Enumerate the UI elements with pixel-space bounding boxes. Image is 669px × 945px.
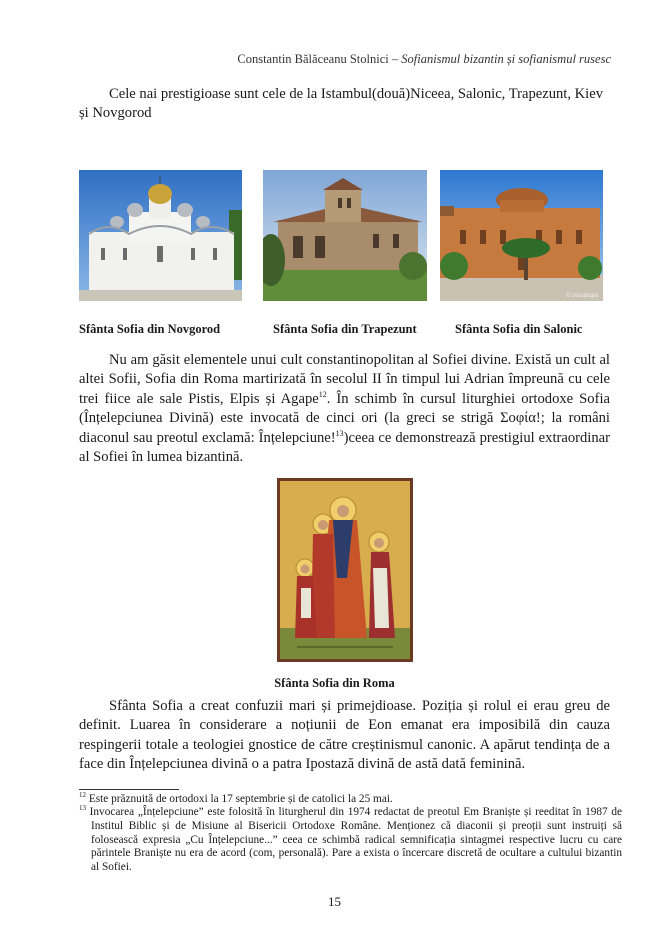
paragraph-sofia-cult-part-a: Nu am găsit elementele unui cult constantinopolitan al Sofiei divine. Există un cult al altei Sofii, Sofia din Roma martirizată în secolul II în timpul lui Adrian împreună cu cele trei fiice ale sale Pistis, Elpis și Agape	[79, 352, 610, 407]
footnote-13-number: 13	[79, 804, 86, 813]
paragraph-sofia-cult-part-c: )ceea ce demonstrează prestigiul extraordinar al Sofiei în lumea bizantină.	[79, 429, 610, 466]
paragraph-sofia-cult-part-b: . În schimb în cursul liturghiei ortodoxe Sofia (Înțelepciunea Divină) este invocată de cinci ori (la greci se strigă Σοφία!; la români diaconul sau preotul exclamă: Înțelepciune!	[79, 390, 610, 446]
page-number: 15	[328, 894, 341, 909]
footnote-ref-13: 13	[335, 428, 344, 438]
footnote-13-text: Invocarea „Înțelepciune” este folosită în liturgherul din 1974 redactat de preotul Em Braniște și reeditat în 1987 de Institul Biblic și de Misiune al Bisericii Ortodoxe Române. Menționez că diaconii și preoții sunt instruiți să folosească expresia „Cu Înțelepciune...” ceea ce schimbă radical semnificația sintagmei respective lucru cu care părintele Braniște nu era de acord (com, personală). Pare a exista o încercare discretă de ocultare a cultului bizantin al Sofiei.	[86, 806, 622, 874]
footnote-13	[79, 806, 622, 875]
photo-trapezunt	[263, 170, 427, 301]
running-header	[237, 52, 611, 67]
header-title: Sofianismul bizantin și sofianismul rusesc	[401, 52, 611, 66]
photo-salonic	[440, 170, 603, 301]
intro-paragraph: Cele nai prestigioase sunt cele de la Istambul(două)Niceea, Salonic, Trapezunt, Kiev și Novgorod	[79, 86, 604, 122]
paragraph-confusion: Sfânta Sofia a creat confuzii mari și primejdioase. Poziția și rolul ei erau greu de definit. Luarea în considerare a noțiunii de Eon emanat era imposibilă din cauza respingerii totale a teologiei gnostice de către creștinismul canonic. A apărut tendința de a face din Înțelepciunea divină o a patra Ipostază divină de astă dată feminină.	[79, 698, 610, 773]
caption-roma: Sfânta Sofia din Roma	[274, 676, 395, 690]
caption-novgorod: Sfânta Sofia din Novgorod	[79, 322, 221, 336]
footnote-12-number: 12	[79, 791, 86, 800]
photo-novgorod	[79, 170, 242, 301]
header-separator: –	[388, 52, 402, 66]
caption-trapezunt: Sfânta Sofia din Trapezunt	[273, 322, 417, 336]
paragraph-sofia-cult	[79, 351, 610, 467]
header-author: Constantin Bălăceanu Stolnici	[237, 52, 389, 66]
footnote-separator	[79, 789, 179, 790]
caption-salonic: Sfânta Sofia din Salonic	[455, 322, 583, 336]
footnote-12-text: Este prăznuită de ortodoxi la 17 septembrie și de catolici la 25 mai.	[86, 793, 393, 805]
footnote-ref-12: 12	[318, 389, 327, 399]
photo-watermark: © dosalogia	[566, 293, 598, 299]
footnote-12	[79, 793, 610, 807]
icon-sofia-roma	[277, 478, 413, 662]
